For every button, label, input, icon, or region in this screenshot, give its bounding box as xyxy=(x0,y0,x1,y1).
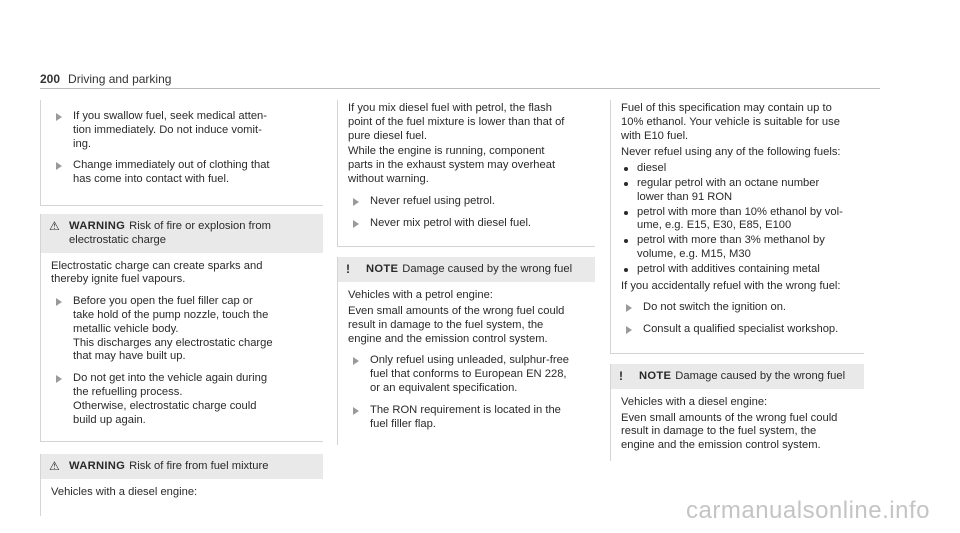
warning-triangle-icon: ⚠ xyxy=(49,459,60,474)
note-box-diesel xyxy=(610,364,864,461)
arrow-icon xyxy=(56,375,62,383)
warning-triangle-icon: ⚠ xyxy=(49,218,60,233)
fuel-spec-block: Fuel of this specification may contain up to 10% ethanol. Your vehicle is suitable for use with E10 fuel. Never refuel using any of the following fuels: diesel regular petrol with an octane number lower than 91 RON petrol with more than 10% ethanol by vol- ume, e.g. E15, E30, E85, E100 petrol with more than 3% methanol by volume, e.g. M15, M30 petrol with additives containing metal If you accidentally refuel with the wrong fuel: Do not switch the ignition on. Consult a qualified specialist workshop. xyxy=(610,100,864,354)
step-clothing: Change immediately out of clothing that has come into contact with fuel. xyxy=(51,159,313,187)
header-divider xyxy=(40,88,880,89)
arrow-icon xyxy=(626,326,632,334)
step-stay-out: Do not get into the vehicle again during the refuelling process. Otherwise, electrostatic charge could build up again. xyxy=(51,372,313,427)
arrow-icon xyxy=(353,407,359,415)
arrow-icon xyxy=(56,162,62,170)
note-header: ! NOTE Damage caused by the wrong fuel xyxy=(338,257,595,282)
column-3 xyxy=(610,100,864,461)
list-item: petrol with additives containing metal xyxy=(621,263,854,277)
step-unleaded: Only refuel using unleaded, sulphur-free fuel that conforms to European EN 228, or an equivalent specification. xyxy=(348,354,585,395)
page-header xyxy=(40,72,171,86)
column-1 xyxy=(40,100,323,516)
arrow-icon xyxy=(56,298,62,306)
list-item: diesel xyxy=(621,162,854,176)
first-aid-block xyxy=(40,100,323,206)
note-body: Vehicles with a petrol engine: Even small amounts of the wrong fuel could result in damage to the fuel system, the engine and the emission control system. Only refuel using unleaded, sulphur-free fuel that conforms to European EN 228, or an equivalent specification. The RON requirement is located in the fuel filler flap. xyxy=(338,282,595,445)
watermark-text: carmanualsonline.info xyxy=(686,497,930,524)
step-no-ignition: Do not switch the ignition on. xyxy=(621,301,854,315)
arrow-icon xyxy=(353,220,359,228)
diesel-mix-block: If you mix diesel fuel with petrol, the flash point of the fuel mixture is lower than that of pure diesel fuel. While the engine is running, component parts in the exhaust system may overheat without warning. Never refuel using petrol. Never mix petrol with diesel fuel. xyxy=(337,100,595,247)
column-2 xyxy=(337,100,595,445)
section-title: Driving and parking xyxy=(68,72,172,86)
arrow-icon xyxy=(353,357,359,365)
list-item: petrol with more than 10% ethanol by vol- ume, e.g. E15, E30, E85, E100 xyxy=(621,206,854,234)
arrow-icon xyxy=(353,198,359,206)
exclamation-icon: ! xyxy=(619,368,623,383)
step-touch-body: Before you open the fuel filler cap or take hold of the pump nozzle, touch the metallic vehicle body. This discharges any electrostatic charge that may have built up. xyxy=(51,295,313,364)
step-consult: Consult a qualified specialist workshop. xyxy=(621,323,854,337)
arrow-icon xyxy=(56,113,62,121)
note-box-petrol xyxy=(337,257,595,445)
note-body: Vehicles with a diesel engine: Even small amounts of the wrong fuel could result in damage to the fuel system, the engine and the emission control system. xyxy=(621,395,838,452)
list-item: regular petrol with an octane number lower than 91 RON xyxy=(621,177,854,205)
list-item: petrol with more than 3% methanol by volume, e.g. M15, M30 xyxy=(621,234,854,262)
note-header: ! NOTE Damage caused by the wrong fuel xyxy=(611,364,864,389)
warning-header: ⚠ WARNING Risk of fire from fuel mixture xyxy=(41,454,323,479)
warning-body: Electrostatic charge can create sparks and thereby ignite fuel vapours. Before you open the fuel filler cap or take hold of the pump nozzle, touch the metallic vehicle body. This discharges any electrostatic charge that may have built up. Do not get into the vehicle again during the refuelling process. Otherwise, electrostatic charge could build up again. xyxy=(41,253,323,442)
warning-box-electrostatic xyxy=(40,214,323,442)
page-number: 200 xyxy=(40,72,61,86)
step-ron: The RON requirement is located in the fuel filler flap. xyxy=(348,404,585,432)
step-swallow: If you swallow fuel, seek medical atten- tion immediately. Do not induce vomit- ing. xyxy=(51,110,313,151)
exclamation-icon: ! xyxy=(346,262,350,277)
warning-box-fuel-mixture xyxy=(40,454,323,516)
warning-header: ⚠ WARNING Risk of fire or explosion from electrostatic charge xyxy=(41,214,323,253)
arrow-icon xyxy=(626,304,632,312)
step-no-petrol: Never refuel using petrol. xyxy=(348,195,585,209)
step-no-mix: Never mix petrol with diesel fuel. xyxy=(348,217,585,231)
warning-body: Vehicles with a diesel engine: xyxy=(51,486,198,499)
